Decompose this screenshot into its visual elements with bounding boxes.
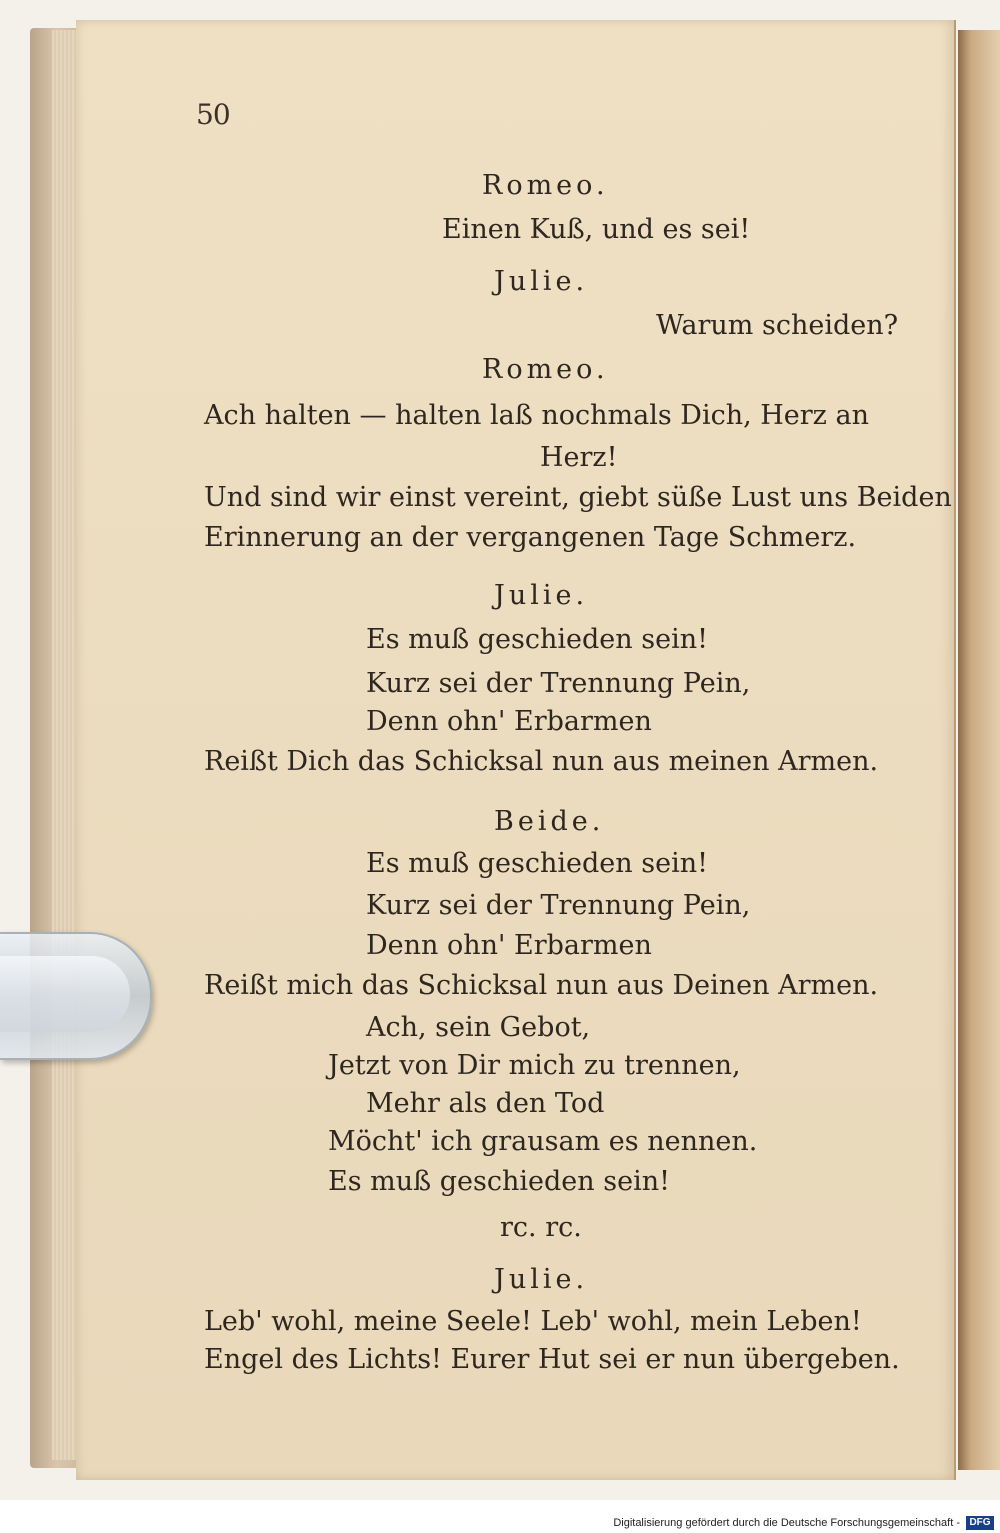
verse-line: Es muß geschieden sein! — [366, 848, 708, 879]
next-page-edge — [958, 30, 1000, 1470]
dfg-logo: DFG — [966, 1516, 994, 1530]
speaker-label: Julie. — [494, 266, 589, 297]
verse-line: Und sind wir einst vereint, giebt süße Lust uns Beiden — [204, 482, 952, 513]
page-number: 50 — [196, 98, 230, 131]
verse-line: Möcht' ich grausam es nennen. — [328, 1126, 758, 1157]
verse-line: Es muß geschieden sein! — [366, 624, 708, 655]
verse-line: Ach halten — halten laß nochmals Dich, Herz an — [204, 400, 869, 431]
speaker-label: Beide. — [494, 806, 605, 837]
verse-line: Es muß geschieden sein! — [328, 1166, 670, 1197]
verse-line: Ach, sein Gebot, — [366, 1012, 591, 1043]
verse-line: Herz! — [540, 442, 618, 473]
verse-line: Leb' wohl, meine Seele! Leb' wohl, mein Leben! — [204, 1306, 862, 1337]
verse-line: Denn ohn' Erbarmen — [366, 930, 652, 961]
verse-line: Warum scheiden? — [656, 310, 899, 341]
page-clip-highlight — [0, 956, 130, 1032]
speaker-label: Romeo. — [482, 170, 609, 201]
etc-marker: rc. rc. — [500, 1212, 582, 1243]
verse-line: Reißt Dich das Schicksal nun aus meinen Armen. — [204, 746, 879, 777]
verse-line: Kurz sei der Trennung Pein, — [366, 668, 751, 699]
verse-line: Engel des Lichts! Eurer Hut sei er nun übergeben. — [204, 1344, 900, 1375]
speaker-label: Julie. — [494, 1264, 589, 1295]
verse-line: Einen Kuß, und es sei! — [442, 214, 751, 245]
verse-line: Erinnerung an der vergangenen Tage Schmerz. — [204, 522, 857, 553]
verse-line: Kurz sei der Trennung Pein, — [366, 890, 751, 921]
speaker-label: Julie. — [494, 580, 589, 611]
verse-line: Reißt mich das Schicksal nun aus Deinen Armen. — [204, 970, 879, 1001]
verse-line: Mehr als den Tod — [366, 1088, 605, 1119]
dfg-credit: Digitalisierung gefördert durch die Deutsche Forschungsgemeinschaft - — [613, 1517, 960, 1529]
speaker-label: Romeo. — [482, 354, 609, 385]
verse-line: Jetzt von Dir mich zu trennen, — [328, 1050, 741, 1081]
verse-line: Denn ohn' Erbarmen — [366, 706, 652, 737]
